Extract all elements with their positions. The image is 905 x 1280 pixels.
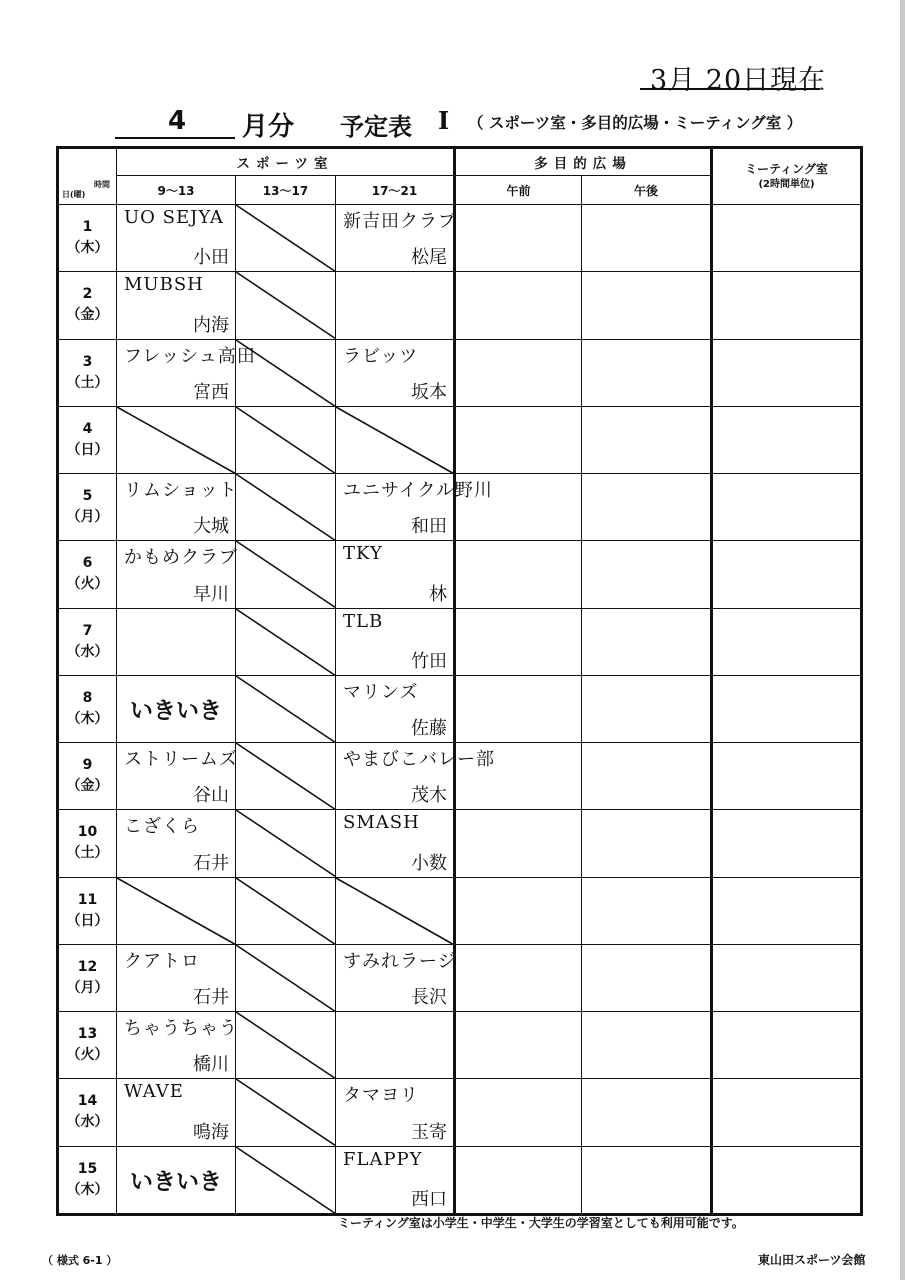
- group-name: UO SEJYA: [124, 207, 224, 228]
- slot-1-cell[interactable]: [117, 1012, 236, 1079]
- corner-cell: [58, 176, 117, 205]
- slot-1-cell[interactable]: [117, 675, 236, 742]
- day-row: [58, 1079, 862, 1146]
- weekday-label: （金）: [66, 778, 109, 795]
- multipurpose-am-cell[interactable]: [455, 541, 582, 608]
- slot-header-1: 9～13: [117, 176, 236, 205]
- organization-name: 東山田スポーツ会館: [758, 1253, 866, 1267]
- date-cell: [58, 743, 117, 810]
- date-number: 11: [77, 891, 98, 908]
- multipurpose-pm-cell[interactable]: [582, 1012, 712, 1079]
- day-row: [58, 1012, 862, 1079]
- contact-name: 松尾: [411, 247, 448, 269]
- meeting-room-label: ミーティング室: [745, 161, 828, 176]
- group-name: マリンズ: [343, 681, 419, 703]
- closed-slot-slash: [236, 878, 335, 944]
- date-number: 15: [77, 1160, 98, 1177]
- multipurpose-am-cell[interactable]: [455, 810, 582, 877]
- form-number: （ 様式 6-1 ）: [42, 1254, 118, 1267]
- date-number: 1: [82, 219, 93, 236]
- weekday-label: （月）: [66, 509, 109, 526]
- meeting-room-cell[interactable]: [712, 339, 862, 406]
- date-cell: [58, 339, 117, 406]
- meeting-room-cell[interactable]: [712, 608, 862, 675]
- closed-slot-slash: [236, 205, 335, 271]
- date-number: 8: [82, 689, 93, 706]
- multipurpose-pm-cell[interactable]: [582, 474, 712, 541]
- slot-header-2: 13～17: [236, 176, 336, 205]
- closed-slot-slash: [236, 609, 335, 675]
- multipurpose-pm-cell[interactable]: [582, 541, 712, 608]
- multipurpose-pm-cell[interactable]: [582, 944, 712, 1011]
- group-name: リムショット: [124, 480, 238, 501]
- slot-2-cell[interactable]: [236, 1079, 336, 1146]
- date-number: 12: [77, 958, 98, 975]
- contact-name: 石井: [193, 852, 229, 874]
- meeting-room-cell[interactable]: [712, 1012, 862, 1079]
- slot-1-cell[interactable]: [117, 1146, 236, 1214]
- weekday-label: （火）: [66, 576, 109, 593]
- weekday-label: （土）: [66, 845, 109, 862]
- multipurpose-am-cell[interactable]: [455, 608, 582, 675]
- closed-slot-slash: [236, 676, 335, 742]
- multipurpose-am-cell[interactable]: [455, 1079, 582, 1146]
- slot-1-cell[interactable]: [117, 1079, 236, 1146]
- slot-2-cell[interactable]: [236, 406, 336, 473]
- contact-name: 佐藤: [411, 718, 448, 739]
- group-name: ユニサイクル野川: [343, 480, 493, 501]
- date-number: 13: [77, 1026, 98, 1043]
- date-number: 7: [82, 622, 93, 639]
- group-name: やまびこバレー部: [343, 749, 495, 770]
- day-row: [58, 743, 862, 810]
- meeting-room-cell[interactable]: [712, 272, 862, 339]
- day-row: [58, 944, 862, 1011]
- day-row: [58, 877, 862, 944]
- slot-1-cell[interactable]: [117, 205, 236, 272]
- meeting-room-cell[interactable]: [712, 1146, 862, 1214]
- date-cell: [58, 1012, 117, 1079]
- month-underline: [115, 137, 235, 139]
- contact-name: 谷山: [193, 785, 229, 807]
- slot-1-cell[interactable]: [117, 272, 236, 339]
- date-number: 2: [82, 286, 93, 303]
- weekday-label: （日）: [66, 912, 109, 929]
- multipurpose-pm-cell[interactable]: [582, 743, 712, 810]
- day-row: [58, 810, 862, 877]
- weekday-label: （火）: [66, 1047, 109, 1064]
- closed-slot-slash: [236, 541, 335, 607]
- weekday-label: （木）: [66, 710, 109, 727]
- date-number: 10: [77, 824, 98, 841]
- multipurpose-am-cell[interactable]: [455, 944, 582, 1011]
- contact-name: 竹田: [411, 650, 448, 672]
- contact-name: 和田: [411, 516, 448, 538]
- contact-name: 長沢: [411, 987, 448, 1008]
- group-name: ラビッツ: [343, 345, 419, 367]
- date-cell: [58, 205, 117, 272]
- group-name: こざくら: [124, 816, 200, 838]
- date-cell: [58, 474, 117, 541]
- group-name: TLB: [343, 610, 384, 632]
- contact-name: 宮西: [193, 381, 229, 403]
- day-row: [58, 608, 862, 675]
- multipurpose-pm-cell[interactable]: [582, 205, 712, 272]
- header-row-top: [58, 148, 862, 176]
- multipurpose-am-cell[interactable]: [455, 474, 582, 541]
- weekday-label: （木）: [66, 1181, 109, 1198]
- day-row: [58, 339, 862, 406]
- closed-slot-slash: [236, 474, 335, 540]
- slot-1-cell[interactable]: [117, 541, 236, 608]
- slot-3-cell[interactable]: [336, 541, 455, 608]
- weekday-label: （日）: [66, 441, 109, 458]
- slot-2-cell[interactable]: [236, 675, 336, 742]
- group-name: タマヨリ: [343, 1085, 419, 1107]
- contact-name: 内海: [193, 314, 229, 336]
- slot-3-cell[interactable]: [336, 743, 495, 810]
- group-name: フレッシュ高田: [124, 345, 256, 367]
- multipurpose-pm-cell[interactable]: [582, 339, 712, 406]
- as-of-underline: [640, 88, 820, 90]
- title-facilities: （ スポーツ室・多目的広場・ミーティング室 ）: [468, 114, 803, 132]
- closed-slot-slash: [236, 743, 335, 809]
- weekday-label: （金）: [66, 307, 109, 324]
- group-name: MUBSH: [124, 274, 204, 296]
- date-number: 6: [82, 555, 93, 572]
- slot-3-cell[interactable]: [336, 474, 493, 541]
- meeting-room-cell[interactable]: [712, 810, 862, 877]
- meeting-room-cell[interactable]: [712, 474, 862, 541]
- multipurpose-am-cell[interactable]: [455, 877, 582, 944]
- closed-slot-slash: [336, 878, 453, 944]
- schedule-table: [56, 146, 863, 1216]
- day-row: [58, 205, 862, 272]
- contact-name: 小田: [193, 247, 229, 269]
- slot-2-cell[interactable]: [236, 205, 336, 272]
- date-number: 14: [77, 1093, 98, 1110]
- slot-3-cell[interactable]: [336, 205, 455, 272]
- slot-1-cell[interactable]: [117, 474, 236, 541]
- month-value: 4: [167, 106, 187, 136]
- slot-1-cell[interactable]: [117, 339, 256, 406]
- slot-2-cell[interactable]: [236, 339, 336, 406]
- day-row: [58, 541, 862, 608]
- multipurpose-pm-cell[interactable]: [582, 810, 712, 877]
- group-name: FLAPPY: [343, 1148, 423, 1170]
- pm-header: 午後: [582, 176, 712, 205]
- slot-2-cell[interactable]: [236, 877, 336, 944]
- sports-room-header: スポーツ室: [117, 148, 455, 176]
- day-row: [58, 1146, 862, 1214]
- group-name: すみれラージ: [343, 950, 457, 972]
- multipurpose-am-cell[interactable]: [455, 1012, 582, 1079]
- slot-2-cell[interactable]: [236, 944, 336, 1011]
- meeting-room-unit: (2時間単位): [758, 178, 815, 190]
- slot-2-cell[interactable]: [236, 1146, 336, 1214]
- multipurpose-am-cell[interactable]: [455, 272, 582, 339]
- meeting-room-header: [712, 148, 862, 205]
- corner-date-label: 日(曜): [62, 190, 86, 199]
- slot-3-cell[interactable]: [336, 272, 455, 339]
- slot-1-cell[interactable]: [117, 743, 236, 810]
- slot-3-cell[interactable]: [336, 339, 455, 406]
- group-name: ストリームズ: [124, 749, 238, 770]
- closed-slot-slash: [236, 272, 335, 338]
- slot-3-cell[interactable]: [336, 608, 455, 675]
- slot-2-cell[interactable]: [236, 1012, 336, 1079]
- slot-3-cell[interactable]: [336, 406, 455, 473]
- contact-name: 橋川: [193, 1054, 229, 1076]
- date-cell: [58, 272, 117, 339]
- title-month-suffix: 月分: [242, 112, 295, 142]
- date-number: 5: [82, 488, 93, 505]
- slot-2-cell[interactable]: [236, 541, 336, 608]
- date-cell: [58, 877, 117, 944]
- multipurpose-header: 多目的広場: [455, 148, 712, 176]
- slot-3-cell[interactable]: [336, 1146, 455, 1214]
- as-of-date: 3月 20日現在: [650, 65, 827, 96]
- multipurpose-am-cell[interactable]: [455, 205, 582, 272]
- closed-slot-slash: [336, 407, 453, 473]
- multipurpose-pm-cell[interactable]: [582, 608, 712, 675]
- contact-name: 西口: [411, 1188, 448, 1210]
- slot-3-cell[interactable]: [336, 675, 455, 742]
- multipurpose-pm-cell[interactable]: [582, 877, 712, 944]
- slot-1-cell[interactable]: [117, 406, 236, 473]
- weekday-label: （月）: [66, 979, 109, 996]
- footer-note: ミーティング室は小学生・中学生・大学生の学習室としても利用可能です。: [338, 1216, 744, 1230]
- contact-name: 大城: [193, 516, 229, 538]
- slot-3-cell[interactable]: [336, 810, 455, 877]
- day-row: [58, 675, 862, 742]
- date-cell: [58, 944, 117, 1011]
- slot-2-cell[interactable]: [236, 608, 336, 675]
- closed-slot-slash: [236, 407, 335, 473]
- corner-cell-top: [58, 148, 117, 176]
- closed-slot-slash: [236, 1079, 335, 1145]
- title-numeral: Ⅰ: [438, 106, 450, 135]
- closed-slot-slash: [236, 1012, 335, 1078]
- contact-name: 林: [429, 583, 448, 605]
- date-cell: [58, 406, 117, 473]
- meeting-room-cell[interactable]: [712, 406, 862, 473]
- contact-name: 坂本: [411, 381, 448, 403]
- date-cell: [58, 608, 117, 675]
- closed-slot-slash: [117, 878, 235, 944]
- date-cell: [58, 675, 117, 742]
- am-header: 午前: [455, 176, 582, 205]
- slot-2-cell[interactable]: [236, 743, 336, 810]
- date-cell: [58, 810, 117, 877]
- multipurpose-am-cell[interactable]: [455, 1146, 582, 1214]
- group-name: TKY: [343, 543, 383, 565]
- multipurpose-pm-cell[interactable]: [582, 675, 712, 742]
- weekday-label: （木）: [66, 240, 109, 257]
- meeting-room-cell[interactable]: [712, 205, 862, 272]
- slot-header-3: 17～21: [336, 176, 455, 205]
- contact-name: 鳴海: [193, 1121, 229, 1143]
- multipurpose-pm-cell[interactable]: [582, 272, 712, 339]
- multipurpose-am-cell[interactable]: [455, 406, 582, 473]
- contact-name: 石井: [193, 987, 229, 1008]
- date-number: 3: [82, 353, 93, 370]
- meeting-room-cell[interactable]: [712, 1079, 862, 1146]
- date-number: 9: [82, 757, 93, 774]
- day-row: [58, 272, 862, 339]
- meeting-room-cell[interactable]: [712, 743, 862, 810]
- date-number: 4: [82, 420, 93, 437]
- meeting-room-cell[interactable]: [712, 877, 862, 944]
- meeting-room-cell[interactable]: [712, 541, 862, 608]
- closed-slot-slash: [236, 340, 335, 406]
- multipurpose-am-cell[interactable]: [455, 675, 582, 742]
- date-cell: [58, 1079, 117, 1146]
- group-name: クアトロ: [124, 950, 200, 972]
- group-name: かもめクラブ: [124, 547, 238, 569]
- day-row: [58, 474, 862, 541]
- closed-slot-slash: [236, 810, 335, 876]
- event-label: いきいき: [130, 698, 222, 725]
- slot-3-cell[interactable]: [336, 877, 455, 944]
- weekday-label: （水）: [66, 1114, 109, 1131]
- meeting-room-cell[interactable]: [712, 675, 862, 742]
- multipurpose-pm-cell[interactable]: [582, 1146, 712, 1214]
- closed-slot-slash: [236, 945, 335, 1011]
- group-name: 新吉田クラブ: [343, 211, 457, 232]
- event-label: いきいき: [130, 1169, 222, 1196]
- slot-1-cell[interactable]: [117, 877, 236, 944]
- closed-slot-slash: [117, 407, 235, 473]
- meeting-room-cell[interactable]: [712, 944, 862, 1011]
- slot-1-cell[interactable]: [117, 608, 236, 675]
- page-edge: [900, 0, 905, 1280]
- day-row: [58, 406, 862, 473]
- slot-3-cell[interactable]: [336, 944, 455, 1011]
- slot-3-cell[interactable]: [336, 1079, 455, 1146]
- multipurpose-pm-cell[interactable]: [582, 406, 712, 473]
- weekday-label: （水）: [66, 643, 109, 660]
- multipurpose-am-cell[interactable]: [455, 743, 582, 810]
- group-name: ちゃうちゃう: [124, 1018, 238, 1039]
- multipurpose-pm-cell[interactable]: [582, 1079, 712, 1146]
- weekday-label: （土）: [66, 374, 109, 391]
- slot-1-cell[interactable]: [117, 944, 236, 1011]
- multipurpose-am-cell[interactable]: [455, 339, 582, 406]
- slot-2-cell[interactable]: [236, 272, 336, 339]
- slot-2-cell[interactable]: [236, 474, 336, 541]
- group-name: SMASH: [343, 812, 420, 834]
- contact-name: 茂木: [411, 785, 448, 807]
- closed-slot-slash: [236, 1147, 335, 1213]
- contact-name: 小数: [411, 852, 448, 874]
- date-cell: [58, 1146, 117, 1214]
- slot-3-cell[interactable]: [336, 1012, 455, 1079]
- date-cell: [58, 541, 117, 608]
- contact-name: 早川: [193, 583, 229, 605]
- slot-1-cell[interactable]: [117, 810, 236, 877]
- corner-time-label: 時間: [94, 179, 110, 189]
- slot-2-cell[interactable]: [236, 810, 336, 877]
- group-name: WAVE: [124, 1081, 184, 1103]
- contact-name: 玉寄: [411, 1121, 448, 1143]
- title-main: 予定表: [340, 113, 412, 141]
